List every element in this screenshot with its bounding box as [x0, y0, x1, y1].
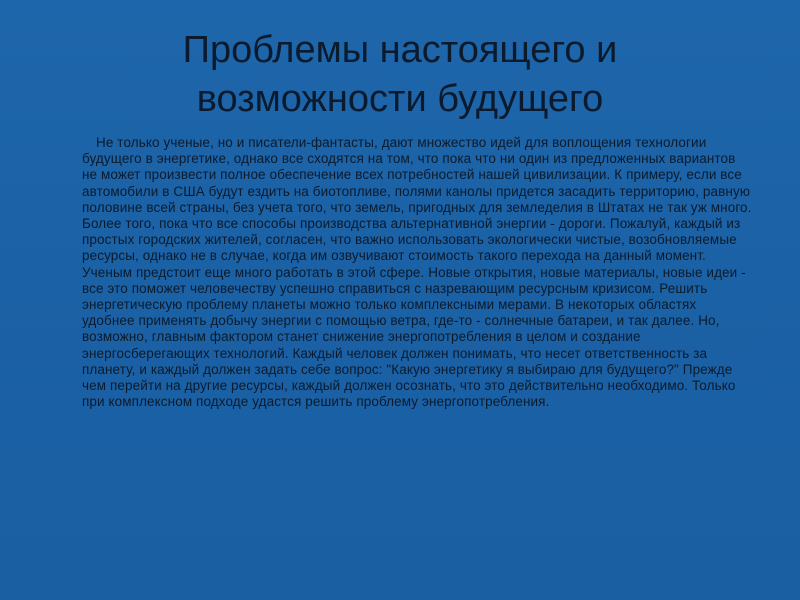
title-line-2: возможности будущего [196, 78, 604, 120]
slide-title [80, 26, 720, 124]
title-line-1: Проблемы настоящего и [182, 29, 618, 71]
slide-body-text: Не только ученые, но и писатели-фантасты, дают множество идей для воплощения технологии будущего в энергетике, однако все сходятся на том, что пока что ни один из предложенных вариантов не может произвести полное обеспечение всех потребностей нашей цивилизации. К примеру, если все автомобили в США будут ездить на биотопливе, полями канолы придется засадить территорию, равную половине всей страны, без учета того, что земель, пригодных для земледелия в Штатах не так уж много. Более того, пока что все способы производства альтернативной энергии - дороги. Пожалуй, каждый из простых городских жителей, согласен, что важно использовать экологически чистые, возобновляемые ресурсы, однако не в случае, когда им озвучивают стоимость такого перехода на данный момент. Ученым предстоит еще много работать в этой сфере. Новые открытия, новые материалы, новые идеи - все это поможет человечеству успешно справиться с назревающим ресурсным кризисом. Решить энергетическую проблему планеты можно только комплексными мерами. В некоторых областях удобнее применять добычу энергии с помощью ветра, где-то - солнечные батареи, и так далее. Но, возможно, главным фактором станет снижение энергопотребления в целом и создание энергосберегающих технологий. Каждый человек должен понимать, что несет ответственность за планету, и каждый должен задать себе вопрос: "Какую энергетику я выбираю для будущего?" Прежде чем перейти на другие ресурсы, каждый должен осознать, что это действительно необходимо. Только при комплексном подходе удастся решить проблему энергопотребления. [82, 135, 752, 410]
